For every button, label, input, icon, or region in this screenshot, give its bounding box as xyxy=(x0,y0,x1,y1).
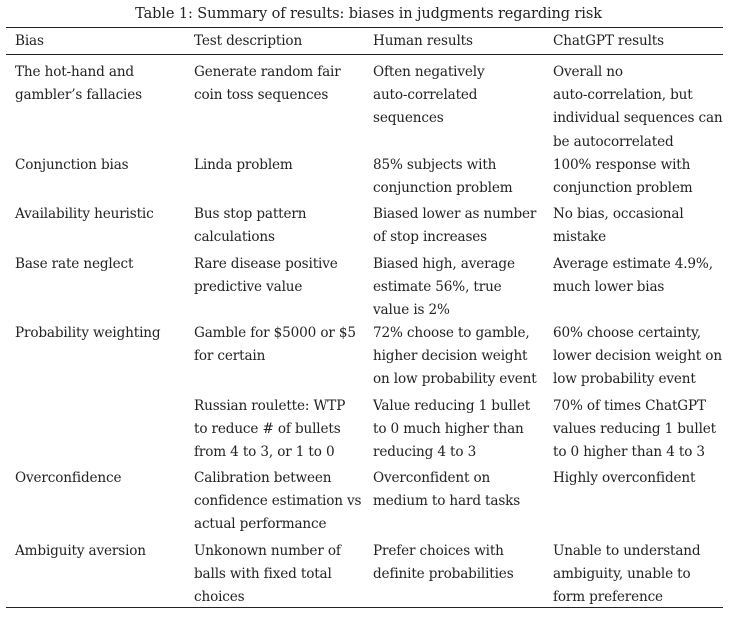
cell-line: No bias, occasional xyxy=(553,206,684,222)
header-chatgpt-results: ChatGPT results xyxy=(553,33,664,49)
cell-line: Unkonown number of xyxy=(194,543,341,559)
cell-line: calculations xyxy=(194,229,275,246)
cell-line: Value reducing 1 bullet xyxy=(373,398,531,414)
cell-line: Conjunction bias xyxy=(15,157,129,173)
cell-chatgpt-results xyxy=(553,540,700,610)
cell-line: balls with fixed total xyxy=(194,566,332,583)
cell-bias xyxy=(15,61,142,107)
cell-line: 60% choose certainty, xyxy=(553,325,701,341)
table-header-rule xyxy=(6,54,723,55)
cell-line: Biased lower as number xyxy=(373,206,537,222)
cell-human-results xyxy=(373,154,512,200)
cell-test-description xyxy=(194,61,341,107)
header-bias: Bias xyxy=(15,33,44,49)
cell-human-results xyxy=(373,322,537,392)
cell-line: from 4 to 3, or 1 to 0 xyxy=(194,444,335,461)
cell-bias xyxy=(15,253,133,276)
cell-line: Biased high, average xyxy=(373,256,515,272)
cell-line: estimate 56%, true xyxy=(373,279,502,296)
cell-line: for certain xyxy=(194,348,266,365)
cell-bias xyxy=(15,540,146,563)
cell-human-results xyxy=(373,395,530,465)
cell-line: confidence estimation vs xyxy=(194,493,362,510)
cell-line: Linda problem xyxy=(194,157,293,173)
cell-line: definite probabilities xyxy=(373,566,514,583)
cell-line: Rare disease positive xyxy=(194,256,338,272)
cell-bias xyxy=(15,322,160,345)
cell-test-description xyxy=(194,203,306,249)
cell-line: lower decision weight on xyxy=(553,348,722,365)
cell-human-results xyxy=(373,253,515,323)
cell-line: Probability weighting xyxy=(15,325,161,341)
cell-line: Overall no xyxy=(553,64,623,80)
cell-line: conjunction problem xyxy=(373,180,513,197)
cell-line: Overconfident on xyxy=(373,470,491,486)
cell-test-description xyxy=(194,395,345,465)
cell-test-description xyxy=(194,154,293,177)
cell-line: much lower bias xyxy=(553,279,665,296)
cell-line: ambiguity, unable to xyxy=(553,566,691,583)
table-caption: Table 1: Summary of results: biases in judgments regarding risk xyxy=(135,6,602,22)
cell-line: 72% choose to gamble, xyxy=(373,325,530,341)
cell-line: Prefer choices with xyxy=(373,543,504,559)
cell-line: auto-correlated xyxy=(373,87,478,104)
cell-line: 85% subjects with xyxy=(373,157,497,173)
cell-line: Bus stop pattern xyxy=(194,206,307,222)
cell-line: sequences xyxy=(373,110,444,127)
cell-line: Ambiguity aversion xyxy=(15,543,146,559)
cell-bias xyxy=(15,467,121,490)
cell-human-results xyxy=(373,61,485,131)
cell-line: form preference xyxy=(553,589,663,606)
cell-test-description xyxy=(194,322,356,368)
cell-line: of stop increases xyxy=(373,229,487,246)
cell-line: predictive value xyxy=(194,279,303,296)
cell-line: Calibration between xyxy=(194,470,332,486)
cell-line: Russian roulette: WTP xyxy=(194,398,346,414)
cell-human-results xyxy=(373,540,514,586)
cell-line: 70% of times ChatGPT xyxy=(553,398,706,414)
cell-line: Overconfidence xyxy=(15,470,122,486)
cell-line: to 0 higher than 4 to 3 xyxy=(553,444,705,461)
cell-bias xyxy=(15,154,128,177)
cell-line: to reduce # of bullets xyxy=(194,421,341,438)
cell-line: low probability event xyxy=(553,371,696,388)
cell-line: reducing 4 to 3 xyxy=(373,444,477,461)
cell-line: 100% response with xyxy=(553,157,691,173)
cell-test-description xyxy=(194,467,361,537)
cell-line: Highly overconfident xyxy=(553,470,696,486)
cell-test-description xyxy=(194,253,338,299)
cell-line: to 0 much higher than xyxy=(373,421,524,438)
cell-line: gambler’s fallacies xyxy=(15,87,142,104)
table-top-rule xyxy=(6,27,723,28)
cell-line: mistake xyxy=(553,229,607,246)
cell-bias xyxy=(15,203,154,226)
cell-line: Base rate neglect xyxy=(15,256,134,272)
cell-test-description xyxy=(194,540,341,610)
cell-line: Often negatively xyxy=(373,64,485,80)
cell-line: higher decision weight xyxy=(373,348,528,365)
cell-line: values reducing 1 bullet xyxy=(553,421,716,438)
cell-line: Availability heuristic xyxy=(15,206,154,222)
cell-human-results xyxy=(373,467,520,513)
cell-chatgpt-results xyxy=(553,395,716,465)
cell-line: be autocorrelated xyxy=(553,133,674,150)
cell-chatgpt-results xyxy=(553,467,695,490)
header-test-description: Test description xyxy=(194,33,303,49)
cell-line: The hot-hand and xyxy=(15,64,134,80)
header-human-results: Human results xyxy=(373,33,473,49)
cell-chatgpt-results xyxy=(553,61,723,154)
cell-line: actual performance xyxy=(194,516,327,533)
cell-line: on low probability event xyxy=(373,371,537,388)
table-bottom-rule xyxy=(6,607,723,608)
cell-line: value is 2% xyxy=(373,302,450,319)
cell-line: Generate random fair xyxy=(194,64,341,80)
cell-line: auto-correlation, but xyxy=(553,87,693,104)
cell-line: conjunction problem xyxy=(553,180,693,197)
cell-chatgpt-results xyxy=(553,253,713,299)
cell-line: choices xyxy=(194,589,245,606)
cell-line: Gamble for $5000 or $5 xyxy=(194,325,356,341)
cell-line: individual sequences can xyxy=(553,110,723,127)
cell-chatgpt-results xyxy=(553,154,692,200)
cell-line: Unable to understand xyxy=(553,543,701,559)
cell-line: coin toss sequences xyxy=(194,87,329,104)
cell-line: medium to hard tasks xyxy=(373,493,521,510)
cell-human-results xyxy=(373,203,536,249)
cell-line: Average estimate 4.9%, xyxy=(553,256,713,272)
cell-chatgpt-results xyxy=(553,203,684,249)
cell-chatgpt-results xyxy=(553,322,722,392)
